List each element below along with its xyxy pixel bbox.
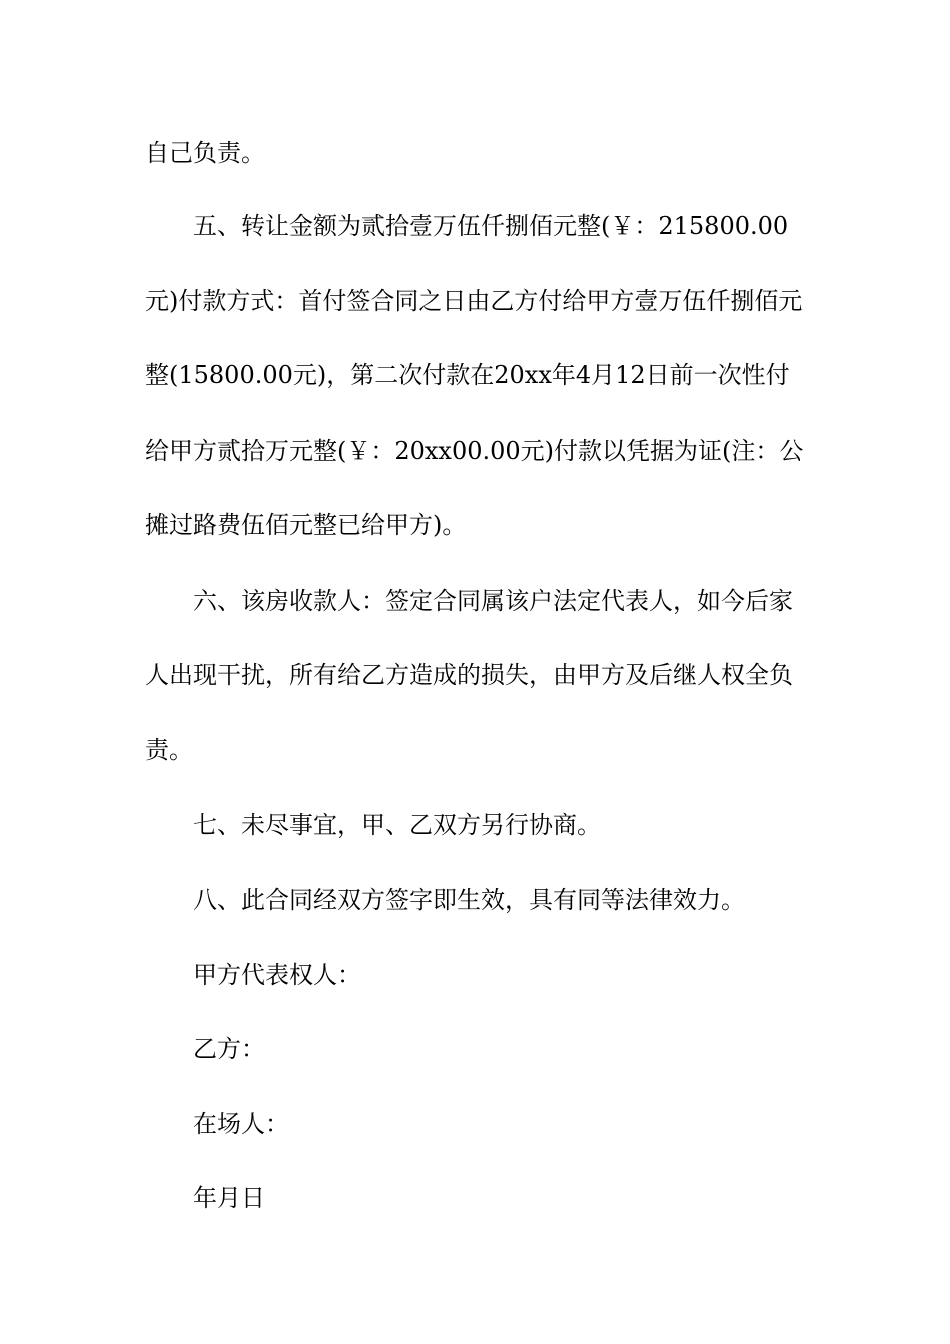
- clause-6-line-3: 责。: [145, 736, 193, 764]
- clause-5-line-1: 五、转让金额为贰拾壹万伍仟捌佰元整(￥：215800.00: [193, 212, 789, 240]
- date-label: 年月日: [193, 1184, 265, 1212]
- clause-8: 八、此合同经双方签字即生效，具有同等法律效力。: [193, 886, 745, 914]
- witness-label: 在场人：: [193, 1110, 289, 1138]
- clause-6-line-2: 人出现干扰，所有给乙方造成的损失，由甲方及后继人权全负: [145, 661, 793, 689]
- party-a-signature-label: 甲方代表权人：: [193, 961, 361, 989]
- party-b-signature-label: 乙方：: [193, 1035, 265, 1063]
- clause-7: 七、未尽事宜，甲、乙双方另行协商。: [193, 811, 601, 839]
- clause-5-line-4: 给甲方贰拾万元整(￥：20xx00.00元)付款以凭据为证(注：公: [145, 437, 804, 465]
- clause-5-line-5: 摊过路费伍佰元整已给甲方)。: [145, 511, 467, 539]
- clause-5-line-3: 整(15800.00元)，第二次付款在20xx年4月12日前一次性付: [145, 361, 790, 389]
- clause-6-line-1: 六、该房收款人：签定合同属该户法定代表人，如今后家: [193, 587, 793, 615]
- clause-5-line-2: 元)付款方式：首付签合同之日由乙方付给甲方壹万伍仟捌佰元: [145, 287, 803, 315]
- text-line-1: 自己负责。: [145, 139, 265, 167]
